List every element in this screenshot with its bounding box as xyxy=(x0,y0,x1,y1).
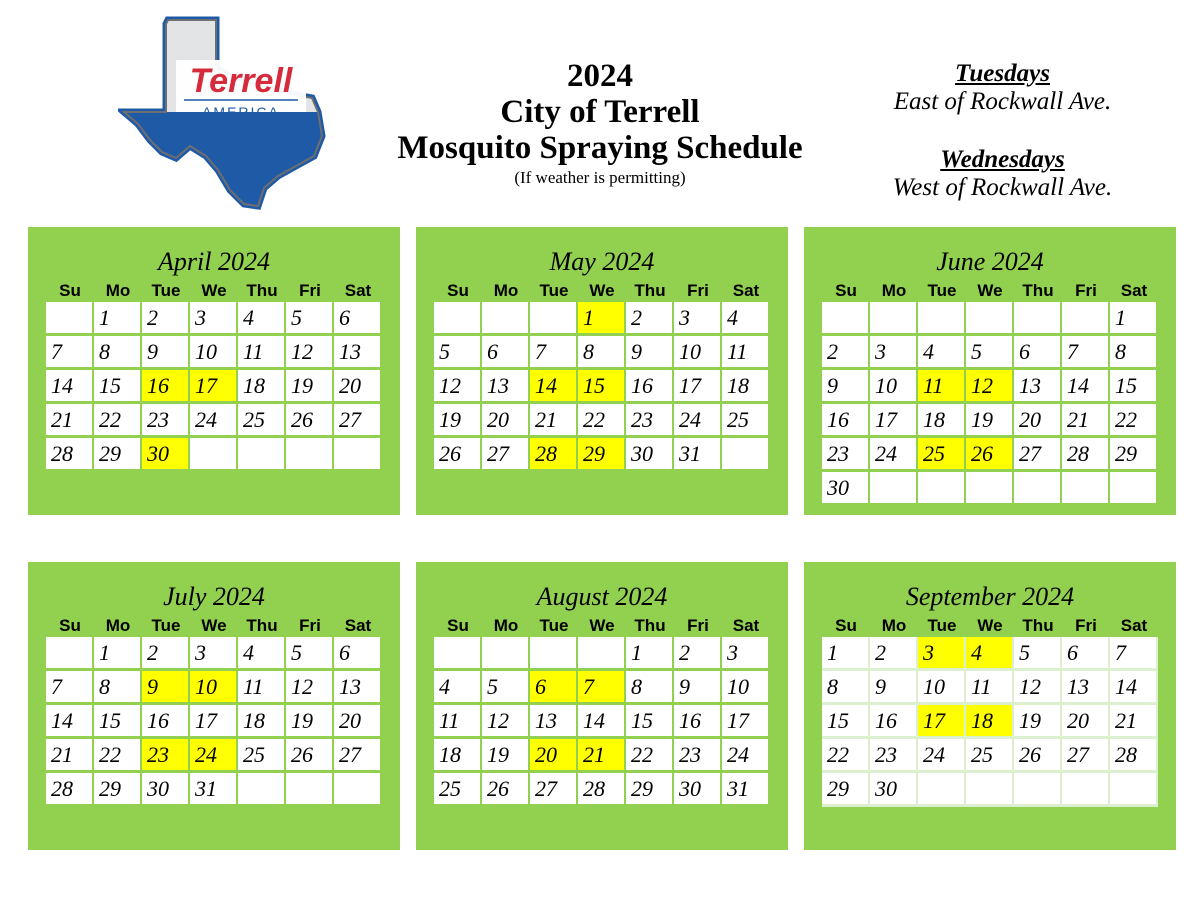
month-title: April 2024 xyxy=(158,247,270,276)
weekday-label: Mo xyxy=(105,281,131,300)
weekday-label: Fri xyxy=(299,616,321,635)
day-cell: 10 xyxy=(674,336,722,370)
day-cell: 26 xyxy=(286,739,334,773)
day-grid xyxy=(46,302,382,472)
day-cell: 6 xyxy=(334,637,382,671)
day-cell: 15 xyxy=(578,370,626,404)
empty-cell xyxy=(966,773,1014,807)
day-cell: 11 xyxy=(918,370,966,404)
day-cell: 19 xyxy=(286,370,334,404)
weekday-label: We xyxy=(589,616,615,635)
weekday-header xyxy=(822,280,1158,302)
day-cell: 21 xyxy=(578,739,626,773)
day-cell: 13 xyxy=(334,336,382,370)
day-cell: 19 xyxy=(966,404,1014,438)
legend xyxy=(860,60,1145,202)
day-cell: 24 xyxy=(190,739,238,773)
day-cell: 23 xyxy=(674,739,722,773)
day-cell: 2 xyxy=(142,637,190,671)
weekday-label: Su xyxy=(447,616,469,635)
day-grid xyxy=(46,637,382,807)
legend-wednesday-area: West of Rockwall Ave. xyxy=(892,174,1113,201)
day-cell: 15 xyxy=(626,705,674,739)
weekday-label: Tue xyxy=(927,281,957,300)
weekday-label: Tue xyxy=(539,616,569,635)
empty-cell xyxy=(1014,302,1062,336)
empty-cell xyxy=(190,438,238,472)
month-title: August 2024 xyxy=(536,582,668,611)
day-cell: 30 xyxy=(626,438,674,472)
day-cell: 15 xyxy=(822,705,870,739)
day-grid xyxy=(434,637,770,807)
day-cell: 29 xyxy=(578,438,626,472)
empty-cell xyxy=(870,472,918,506)
weekday-label: We xyxy=(977,616,1003,635)
day-cell: 6 xyxy=(1062,637,1110,671)
day-cell: 5 xyxy=(482,671,530,705)
month-title: May 2024 xyxy=(549,247,655,276)
title-city: City of Terrell xyxy=(500,94,700,130)
empty-cell xyxy=(918,302,966,336)
weekday-label: Tue xyxy=(927,616,957,635)
legend-wednesday-label: Wednesdays xyxy=(940,146,1065,173)
page-title: Mosquito Spraying Schedule xyxy=(397,130,803,166)
month-calendar xyxy=(416,562,788,850)
empty-cell xyxy=(918,773,966,807)
day-cell: 7 xyxy=(530,336,578,370)
day-cell: 18 xyxy=(434,739,482,773)
day-cell: 13 xyxy=(482,370,530,404)
day-cell: 25 xyxy=(722,404,770,438)
day-cell: 11 xyxy=(722,336,770,370)
day-cell: 1 xyxy=(578,302,626,336)
day-cell: 29 xyxy=(94,438,142,472)
day-cell: 20 xyxy=(482,404,530,438)
empty-cell xyxy=(722,438,770,472)
day-cell: 1 xyxy=(94,302,142,336)
day-cell: 25 xyxy=(966,739,1014,773)
day-cell: 9 xyxy=(870,671,918,705)
day-cell: 4 xyxy=(238,302,286,336)
day-cell: 3 xyxy=(674,302,722,336)
day-cell: 6 xyxy=(482,336,530,370)
weekday-label: Sat xyxy=(1120,281,1148,300)
day-cell: 1 xyxy=(1110,302,1158,336)
weekday-label: Sat xyxy=(732,616,760,635)
day-cell: 12 xyxy=(482,705,530,739)
weekday-label: Sat xyxy=(1120,616,1148,635)
day-cell: 4 xyxy=(434,671,482,705)
legend-tuesday-label: Tuesdays xyxy=(955,60,1050,87)
empty-cell xyxy=(1062,773,1110,807)
title-year: 2024 xyxy=(567,58,633,94)
day-cell: 9 xyxy=(626,336,674,370)
day-cell: 1 xyxy=(94,637,142,671)
day-cell: 23 xyxy=(142,739,190,773)
empty-cell xyxy=(434,637,482,671)
weekday-label: Su xyxy=(447,281,469,300)
day-cell: 8 xyxy=(94,671,142,705)
day-cell: 23 xyxy=(870,739,918,773)
day-cell: 15 xyxy=(94,705,142,739)
day-cell: 18 xyxy=(966,705,1014,739)
day-cell: 18 xyxy=(918,404,966,438)
day-cell: 27 xyxy=(334,739,382,773)
empty-cell xyxy=(530,302,578,336)
month-title: September 2024 xyxy=(905,582,1075,611)
day-cell: 17 xyxy=(918,705,966,739)
day-cell: 17 xyxy=(190,705,238,739)
day-cell: 2 xyxy=(674,637,722,671)
day-cell: 15 xyxy=(94,370,142,404)
weekday-header xyxy=(46,615,382,637)
day-cell: 30 xyxy=(870,773,918,807)
header xyxy=(340,58,860,188)
day-cell: 10 xyxy=(190,336,238,370)
empty-cell xyxy=(46,637,94,671)
day-cell: 24 xyxy=(674,404,722,438)
empty-cell xyxy=(870,302,918,336)
day-cell: 19 xyxy=(434,404,482,438)
weekday-label: Su xyxy=(835,281,857,300)
day-cell: 21 xyxy=(46,739,94,773)
weekday-label: We xyxy=(977,281,1003,300)
day-cell: 20 xyxy=(334,705,382,739)
day-cell: 10 xyxy=(870,370,918,404)
weekday-label: Su xyxy=(835,616,857,635)
day-cell: 2 xyxy=(626,302,674,336)
weekday-label: Thu xyxy=(634,616,666,635)
weekday-label: We xyxy=(589,281,615,300)
logo-text-sub: AMERICA xyxy=(202,104,280,120)
day-cell: 29 xyxy=(94,773,142,807)
day-cell: 31 xyxy=(190,773,238,807)
day-cell: 8 xyxy=(822,671,870,705)
day-cell: 12 xyxy=(966,370,1014,404)
day-cell: 21 xyxy=(46,404,94,438)
day-cell: 27 xyxy=(1014,438,1062,472)
weekday-label: Mo xyxy=(881,616,907,635)
day-cell: 26 xyxy=(286,404,334,438)
weekday-label: Su xyxy=(59,281,81,300)
day-cell: 11 xyxy=(434,705,482,739)
day-cell: 30 xyxy=(142,438,190,472)
day-cell: 29 xyxy=(822,773,870,807)
weekday-label: Sat xyxy=(344,281,372,300)
day-cell: 28 xyxy=(46,773,94,807)
day-cell: 22 xyxy=(626,739,674,773)
day-cell: 3 xyxy=(190,637,238,671)
day-cell: 27 xyxy=(530,773,578,807)
day-cell: 30 xyxy=(674,773,722,807)
day-cell: 9 xyxy=(142,671,190,705)
day-cell: 23 xyxy=(822,438,870,472)
day-cell: 11 xyxy=(238,671,286,705)
empty-cell xyxy=(434,302,482,336)
empty-cell xyxy=(482,302,530,336)
empty-cell xyxy=(1110,472,1158,506)
day-cell: 24 xyxy=(918,739,966,773)
empty-cell xyxy=(334,438,382,472)
day-cell: 24 xyxy=(722,739,770,773)
day-cell: 28 xyxy=(1062,438,1110,472)
day-cell: 27 xyxy=(334,404,382,438)
weekday-label: Fri xyxy=(299,281,321,300)
weekday-label: Fri xyxy=(687,616,709,635)
empty-cell xyxy=(1062,472,1110,506)
terrell-logo xyxy=(118,16,333,211)
day-cell: 29 xyxy=(1110,438,1158,472)
day-cell: 28 xyxy=(1110,739,1158,773)
weekday-label: Thu xyxy=(1022,281,1054,300)
empty-cell xyxy=(238,773,286,807)
empty-cell xyxy=(822,302,870,336)
day-cell: 5 xyxy=(286,637,334,671)
day-cell: 14 xyxy=(1110,671,1158,705)
day-cell: 31 xyxy=(722,773,770,807)
day-cell: 26 xyxy=(966,438,1014,472)
day-cell: 22 xyxy=(578,404,626,438)
day-cell: 20 xyxy=(530,739,578,773)
day-cell: 8 xyxy=(1110,336,1158,370)
weekday-label: Mo xyxy=(493,281,519,300)
day-cell: 12 xyxy=(1014,671,1062,705)
day-cell: 16 xyxy=(142,705,190,739)
day-cell: 17 xyxy=(674,370,722,404)
day-cell: 7 xyxy=(46,336,94,370)
day-cell: 2 xyxy=(822,336,870,370)
day-cell: 4 xyxy=(966,637,1014,671)
month-calendar xyxy=(28,562,400,850)
day-cell: 25 xyxy=(238,739,286,773)
day-cell: 30 xyxy=(822,472,870,506)
day-cell: 13 xyxy=(1014,370,1062,404)
weekday-header xyxy=(434,280,770,302)
weekday-header xyxy=(434,615,770,637)
empty-cell xyxy=(966,302,1014,336)
day-cell: 7 xyxy=(1110,637,1158,671)
day-cell: 24 xyxy=(190,404,238,438)
weekday-header xyxy=(822,615,1158,637)
weekday-label: Tue xyxy=(539,281,569,300)
day-cell: 18 xyxy=(238,370,286,404)
day-cell: 7 xyxy=(46,671,94,705)
day-cell: 14 xyxy=(530,370,578,404)
empty-cell xyxy=(966,472,1014,506)
title-subtitle: (If weather is permitting) xyxy=(514,168,686,187)
day-cell: 12 xyxy=(286,671,334,705)
day-cell: 6 xyxy=(1014,336,1062,370)
day-cell: 20 xyxy=(1014,404,1062,438)
month-calendar xyxy=(416,227,788,515)
empty-cell xyxy=(286,438,334,472)
weekday-label: Mo xyxy=(881,281,907,300)
day-cell: 19 xyxy=(1014,705,1062,739)
legend-tuesday-area: East of Rockwall Ave. xyxy=(893,88,1112,115)
day-cell: 5 xyxy=(1014,637,1062,671)
day-cell: 2 xyxy=(870,637,918,671)
empty-cell xyxy=(918,472,966,506)
day-cell: 21 xyxy=(530,404,578,438)
day-cell: 19 xyxy=(286,705,334,739)
day-cell: 10 xyxy=(190,671,238,705)
day-cell: 4 xyxy=(918,336,966,370)
day-cell: 18 xyxy=(238,705,286,739)
day-cell: 11 xyxy=(966,671,1014,705)
day-cell: 22 xyxy=(94,739,142,773)
month-calendar xyxy=(804,562,1176,850)
day-cell: 5 xyxy=(434,336,482,370)
day-cell: 30 xyxy=(142,773,190,807)
weekday-label: Su xyxy=(59,616,81,635)
day-cell: 13 xyxy=(530,705,578,739)
empty-cell xyxy=(46,302,94,336)
day-cell: 22 xyxy=(822,739,870,773)
day-cell: 3 xyxy=(918,637,966,671)
day-cell: 12 xyxy=(286,336,334,370)
day-cell: 17 xyxy=(190,370,238,404)
day-grid xyxy=(434,302,770,472)
day-cell: 2 xyxy=(142,302,190,336)
empty-cell xyxy=(578,637,626,671)
weekday-header xyxy=(46,280,382,302)
day-cell: 25 xyxy=(238,404,286,438)
day-cell: 24 xyxy=(870,438,918,472)
weekday-label: Fri xyxy=(1075,281,1097,300)
weekday-label: Thu xyxy=(634,281,666,300)
day-cell: 25 xyxy=(918,438,966,472)
weekday-label: Mo xyxy=(493,616,519,635)
day-cell: 14 xyxy=(1062,370,1110,404)
day-cell: 3 xyxy=(722,637,770,671)
day-cell: 11 xyxy=(238,336,286,370)
day-cell: 26 xyxy=(434,438,482,472)
day-cell: 5 xyxy=(966,336,1014,370)
day-cell: 22 xyxy=(1110,404,1158,438)
day-cell: 29 xyxy=(626,773,674,807)
day-cell: 10 xyxy=(722,671,770,705)
day-cell: 3 xyxy=(190,302,238,336)
empty-cell xyxy=(286,773,334,807)
empty-cell xyxy=(238,438,286,472)
day-cell: 23 xyxy=(626,404,674,438)
day-cell: 6 xyxy=(334,302,382,336)
weekday-label: Mo xyxy=(105,616,131,635)
empty-cell xyxy=(334,773,382,807)
day-cell: 3 xyxy=(870,336,918,370)
weekday-label: Fri xyxy=(687,281,709,300)
day-grid xyxy=(822,637,1158,807)
day-cell: 1 xyxy=(626,637,674,671)
day-cell: 7 xyxy=(1062,336,1110,370)
empty-cell xyxy=(1014,773,1062,807)
day-cell: 16 xyxy=(674,705,722,739)
day-cell: 26 xyxy=(482,773,530,807)
empty-cell xyxy=(482,637,530,671)
day-cell: 8 xyxy=(94,336,142,370)
day-cell: 17 xyxy=(722,705,770,739)
month-calendar xyxy=(804,227,1176,515)
weekday-label: We xyxy=(201,281,227,300)
day-cell: 8 xyxy=(578,336,626,370)
day-cell: 9 xyxy=(674,671,722,705)
day-cell: 23 xyxy=(142,404,190,438)
month-title: July 2024 xyxy=(163,582,265,611)
day-cell: 31 xyxy=(674,438,722,472)
day-cell: 9 xyxy=(142,336,190,370)
weekday-label: We xyxy=(201,616,227,635)
day-cell: 28 xyxy=(46,438,94,472)
day-grid xyxy=(822,302,1158,506)
day-cell: 18 xyxy=(722,370,770,404)
day-cell: 20 xyxy=(1062,705,1110,739)
day-cell: 27 xyxy=(482,438,530,472)
day-cell: 25 xyxy=(434,773,482,807)
weekday-label: Sat xyxy=(344,616,372,635)
day-cell: 28 xyxy=(578,773,626,807)
weekday-label: Thu xyxy=(1022,616,1054,635)
day-cell: 10 xyxy=(918,671,966,705)
day-cell: 17 xyxy=(870,404,918,438)
day-cell: 14 xyxy=(46,705,94,739)
weekday-label: Tue xyxy=(151,616,181,635)
day-cell: 28 xyxy=(530,438,578,472)
day-cell: 4 xyxy=(238,637,286,671)
day-cell: 8 xyxy=(626,671,674,705)
weekday-label: Thu xyxy=(246,616,278,635)
day-cell: 22 xyxy=(94,404,142,438)
weekday-label: Fri xyxy=(1075,616,1097,635)
empty-cell xyxy=(1110,773,1158,807)
day-cell: 5 xyxy=(286,302,334,336)
day-cell: 14 xyxy=(578,705,626,739)
day-cell: 6 xyxy=(530,671,578,705)
day-cell: 21 xyxy=(1110,705,1158,739)
empty-cell xyxy=(1014,472,1062,506)
day-cell: 12 xyxy=(434,370,482,404)
day-cell: 27 xyxy=(1062,739,1110,773)
day-cell: 19 xyxy=(482,739,530,773)
day-cell: 1 xyxy=(822,637,870,671)
empty-cell xyxy=(1062,302,1110,336)
weekday-label: Thu xyxy=(246,281,278,300)
day-cell: 15 xyxy=(1110,370,1158,404)
day-cell: 21 xyxy=(1062,404,1110,438)
day-cell: 9 xyxy=(822,370,870,404)
day-cell: 13 xyxy=(1062,671,1110,705)
day-cell: 16 xyxy=(870,705,918,739)
day-cell: 16 xyxy=(142,370,190,404)
day-cell: 20 xyxy=(334,370,382,404)
day-cell: 4 xyxy=(722,302,770,336)
day-cell: 7 xyxy=(578,671,626,705)
month-calendar xyxy=(28,227,400,515)
day-cell: 16 xyxy=(822,404,870,438)
month-title: June 2024 xyxy=(936,247,1044,276)
day-cell: 13 xyxy=(334,671,382,705)
weekday-label: Tue xyxy=(151,281,181,300)
empty-cell xyxy=(530,637,578,671)
day-cell: 26 xyxy=(1014,739,1062,773)
day-cell: 14 xyxy=(46,370,94,404)
texas-map-logo xyxy=(118,16,333,211)
logo-text-main: Terrell xyxy=(189,62,293,100)
day-cell: 16 xyxy=(626,370,674,404)
weekday-label: Sat xyxy=(732,281,760,300)
